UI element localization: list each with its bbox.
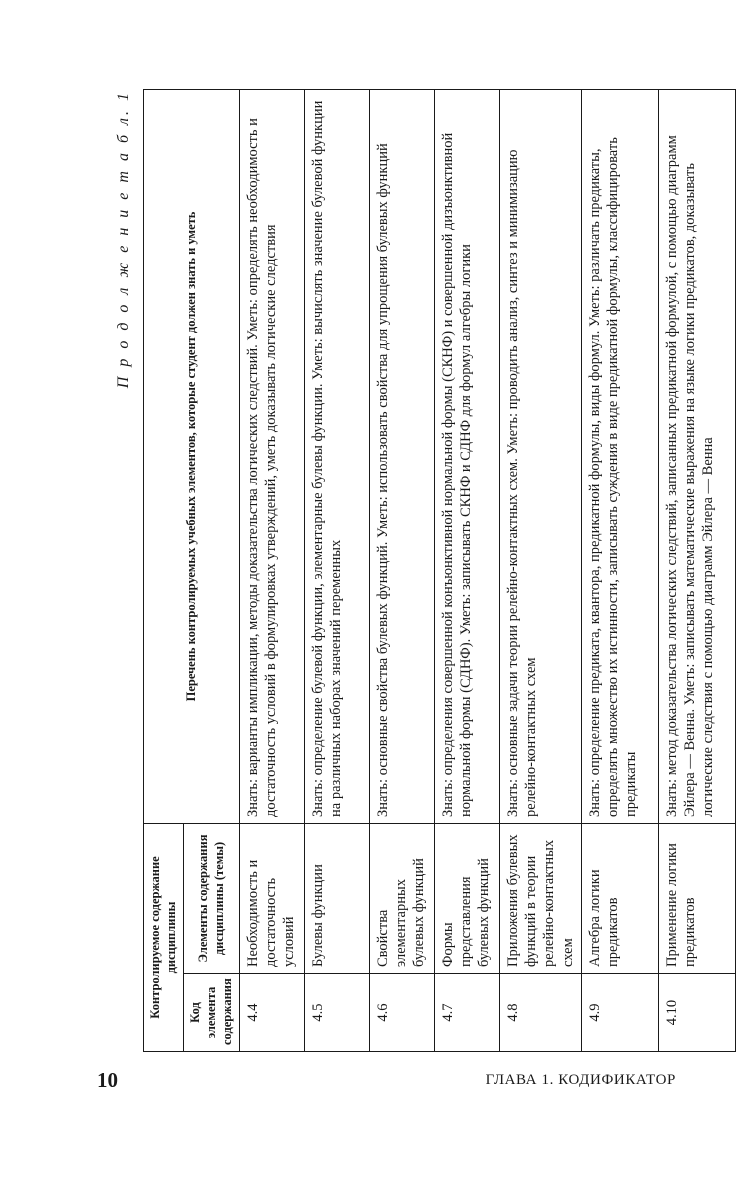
row-requirements: Знать: определение предиката, квантора, предикатной формулы, виды формул. Уметь: различать предикаты, определять множество их истинности, записывать суждения в виде предикатной формулы, классифицировать предикаты xyxy=(581,89,658,823)
codifier-table xyxy=(143,89,736,1052)
header-code: Код элемента содержания xyxy=(184,974,240,1052)
table-header-row xyxy=(144,89,184,1051)
row-code: 4.6 xyxy=(370,974,435,1052)
row-code: 4.4 xyxy=(240,974,305,1052)
row-code: 4.9 xyxy=(581,974,658,1052)
row-topic: Свойства элементарных булевых функций xyxy=(370,823,435,973)
table-row xyxy=(305,89,370,1051)
table-row xyxy=(581,89,658,1051)
table-row xyxy=(658,89,735,1051)
row-requirements: Знать: метод доказательства логических следствий, записанных предикатной формулой, с помощью диаграмм Эйлера — Венна. Уметь: записывать математические выражения на языке логики предикатов, доказывать логические следствия с помощью диаграмм Эйлера — Венна xyxy=(658,89,735,823)
header-content-group: Контролируемое содержание дисциплины xyxy=(144,823,184,1051)
row-requirements: Знать: определения совершенной конъюнктивной нормальной формы (СКНФ) и совершенной дизъюнктивной нормальной формы (СДНФ). Уметь: записывать СКНФ и СДНФ для формул алгебры логики xyxy=(435,89,500,823)
table-row xyxy=(240,89,305,1051)
row-topic: Булевы функции xyxy=(305,823,370,973)
row-requirements: Знать: основные задачи теории релейно-контактных схем. Уметь: проводить анализ, синтез и минимизацию релейно-контактных схем xyxy=(500,89,582,823)
row-requirements: Знать: варианты импликации, методы доказательства логических следствий. Уметь: определять необходимость и достаточность условий в формулировках утверждений, уметь доказывать логические следствия xyxy=(240,89,305,823)
row-topic: Необходимость и достаточность условий xyxy=(240,823,305,973)
header-requirements: Перечень контролируемых учебных элементов, которые студент должен знать и уметь xyxy=(144,89,240,823)
page-number: 10 xyxy=(97,1068,118,1092)
row-topic: Приложения булевых функций в теории релейно-контактных схем xyxy=(500,823,582,973)
rotated-page-content xyxy=(115,90,716,1052)
table-row xyxy=(370,89,435,1051)
row-topic: Алгебра логики предикатов xyxy=(581,823,658,973)
header-topic: Элементы содержания дисциплины (темы) xyxy=(184,823,240,973)
row-code: 4.8 xyxy=(500,974,582,1052)
table-continuation-label: П р о д о л ж е н и е т а б л. 1 xyxy=(115,90,132,389)
row-requirements: Знать: определение булевой функции, элементарные булевы функции. Уметь: вычислять значение булевой функции на различных наборах значений переменных xyxy=(305,89,370,823)
row-code: 4.5 xyxy=(305,974,370,1052)
table-row xyxy=(435,89,500,1051)
running-head: ГЛАВА 1. КОДИФИКАТОР xyxy=(485,1072,676,1088)
row-requirements: Знать: основные свойства булевых функций. Уметь: использовать свойства для упрощения булевых функций xyxy=(370,89,435,823)
row-code: 4.7 xyxy=(435,974,500,1052)
table-row xyxy=(500,89,582,1051)
row-topic: Формы представления булевых функций xyxy=(435,823,500,973)
row-code: 4.10 xyxy=(658,974,735,1052)
row-topic: Применение логики предикатов xyxy=(658,823,735,973)
